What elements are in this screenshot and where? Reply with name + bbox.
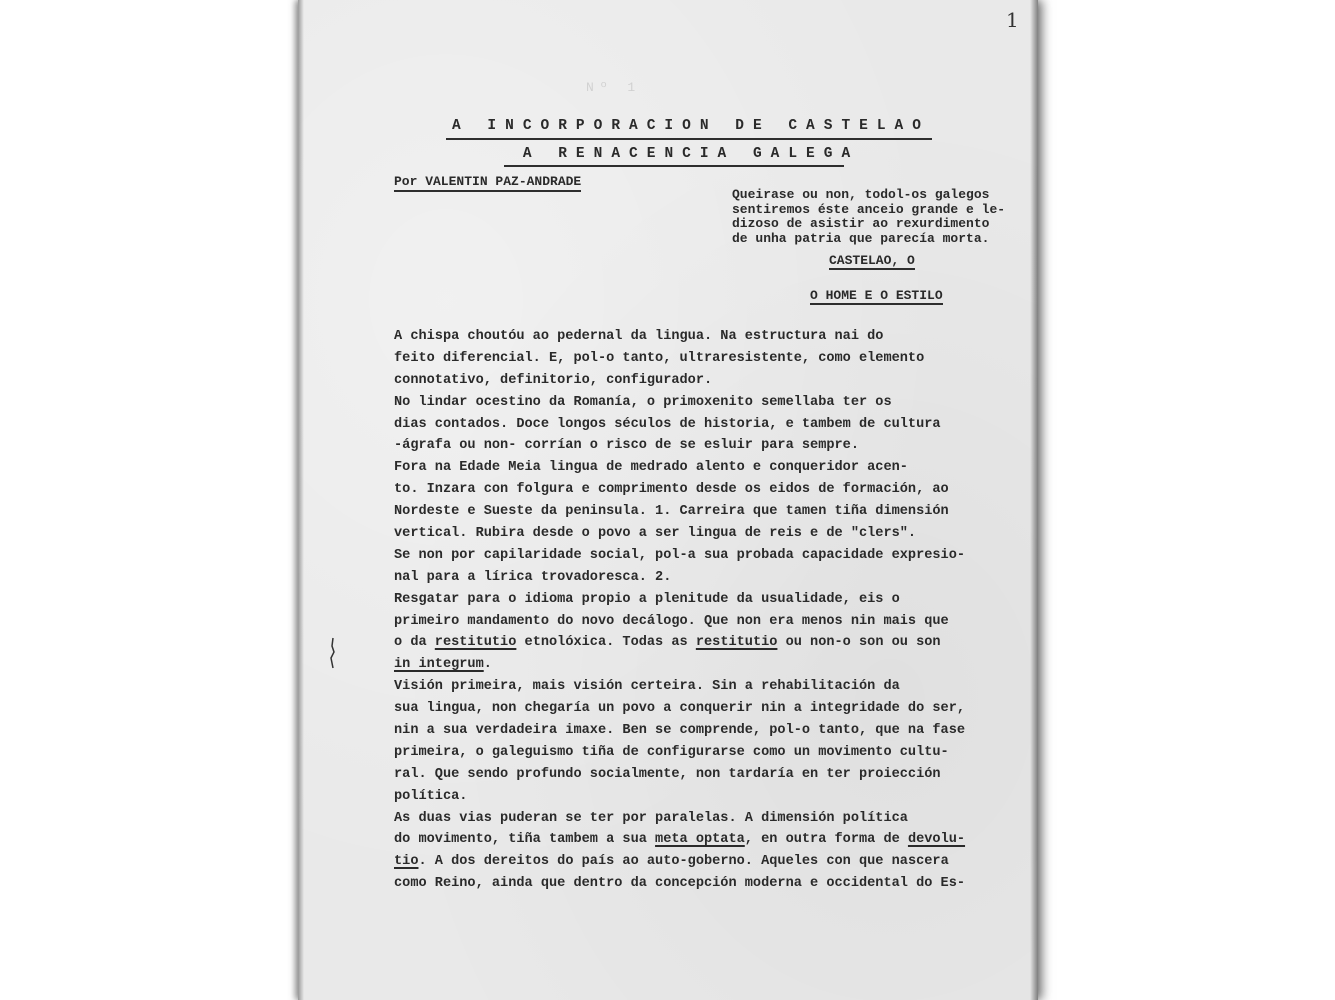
body-line: sua lingua, non chegaría un povo a conquerir nin a integridade do ser, — [394, 701, 966, 717]
document-page — [298, 0, 1038, 1000]
body-text-segment: do movimento, tiña tambem a sua — [394, 832, 656, 848]
body-line — [394, 632, 1034, 654]
underlined-term: devolu- — [907, 832, 966, 848]
title-underline-1 — [446, 138, 932, 140]
body-line: A chispa choutóu ao pedernal da lingua. Na estructura nai do — [394, 329, 884, 344]
epigraph-line: Queirase ou non, todol-os galegos — [732, 187, 990, 202]
epigraph-line: dizoso de asistir ao rexurdimento — [732, 216, 990, 231]
body-text-segment: o da — [394, 635, 435, 651]
faint-show-through-text: Nº 1 — [586, 80, 642, 95]
body-text-segment: , en outra forma de — [744, 832, 908, 848]
underlined-term: in integrum — [394, 657, 484, 673]
body-text-segment: . — [483, 657, 492, 673]
body-line: primeira, o galeguismo tiña de configurarse como un movimento cultu- — [394, 744, 949, 760]
body-line: -ágrafa ou non- corrían o risco de se esluir para sempre. — [394, 438, 859, 454]
body-line — [394, 851, 1034, 873]
body-line: Nordeste e Sueste da peninsula. 1. Carreira que tamen tiña dimensión — [394, 504, 949, 520]
body-text-segment: . A dos dereitos do país ao auto-goberno. Aqueles con que nascera — [418, 854, 949, 870]
title-line-2: A RENACENCIA GALEGA — [522, 146, 860, 162]
body-line: vertical. Rubira desde o povo a ser lingua de reis e de "clers". — [394, 526, 917, 542]
section-heading: O HOME E O ESTILO — [810, 288, 943, 303]
underlined-term: restitutio — [434, 635, 517, 651]
body-line: nin a sua verdadeira imaxe. Ben se comprende, pol-o tanto, que na fase — [394, 723, 966, 739]
margin-mark-icon — [328, 636, 338, 670]
body-line: connotativo, definitorio, configurador. — [394, 372, 713, 388]
body-line: primeiro mandamento do novo decálogo. Que non era menos nin mais que — [394, 613, 949, 629]
body-line: nal para a lírica trovadoresca. 2. — [394, 569, 672, 585]
epigraph-line: de unha patria que parecía morta. — [732, 230, 990, 246]
body-line: como Reino, ainda que dentro da concepción moderna e occidental do Es- — [394, 876, 966, 892]
page-number: 1 — [1006, 8, 1019, 32]
body-line: política. — [394, 788, 468, 804]
body-line: ral. Que sendo profundo socialmente, non tardaría en ter proiección — [394, 766, 941, 782]
body-line — [394, 654, 1034, 676]
title-line-1: A INCORPORACION DE CASTELAO — [452, 118, 930, 134]
body-text — [394, 326, 1034, 895]
body-line: Resgatar para o idioma propio a plenitude da usualidade, eis o — [394, 591, 900, 607]
body-line: No lindar ocestino da Romanía, o primoxenito semellaba ter os — [394, 394, 892, 410]
underlined-term: meta optata — [655, 832, 745, 848]
body-text-segment: ou non-o son ou son — [777, 635, 941, 651]
epigraph — [732, 188, 1032, 246]
body-text-segment: etnolóxica. Todas as — [516, 635, 696, 651]
author-byline: Por VALENTIN PAZ-ANDRADE — [394, 174, 581, 192]
body-line: Fora na Edade Meia lingua de medrado alento e conqueridor acen- — [394, 460, 908, 476]
body-line: As duas vias puderan se ter por paralelas. A dimensión política — [394, 810, 908, 826]
epigraph-source: CASTELAO, O — [829, 253, 915, 268]
body-line: dias contados. Doce longos séculos de historia, e tambem de cultura — [394, 416, 941, 432]
body-line — [394, 829, 1034, 851]
body-line: Visión primeira, mais visión certeira. Sin a rehabilitación da — [394, 679, 900, 695]
body-line: to. Inzara con folgura e comprimento desde os eidos de formación, ao — [394, 482, 949, 498]
page-left-edge-shadow — [298, 0, 304, 1000]
underlined-term: restitutio — [695, 635, 778, 651]
epigraph-line: sentiremos éste anceio grande e le- — [732, 201, 1006, 217]
body-line: feito diferencial. E, pol-o tanto, ultraresistente, como elemento — [394, 350, 925, 366]
underlined-term: tio — [394, 854, 419, 870]
title-underline-2 — [504, 165, 844, 167]
body-line: Se non por capilaridade social, pol-a sua probada capacidade expresio- — [394, 547, 966, 563]
